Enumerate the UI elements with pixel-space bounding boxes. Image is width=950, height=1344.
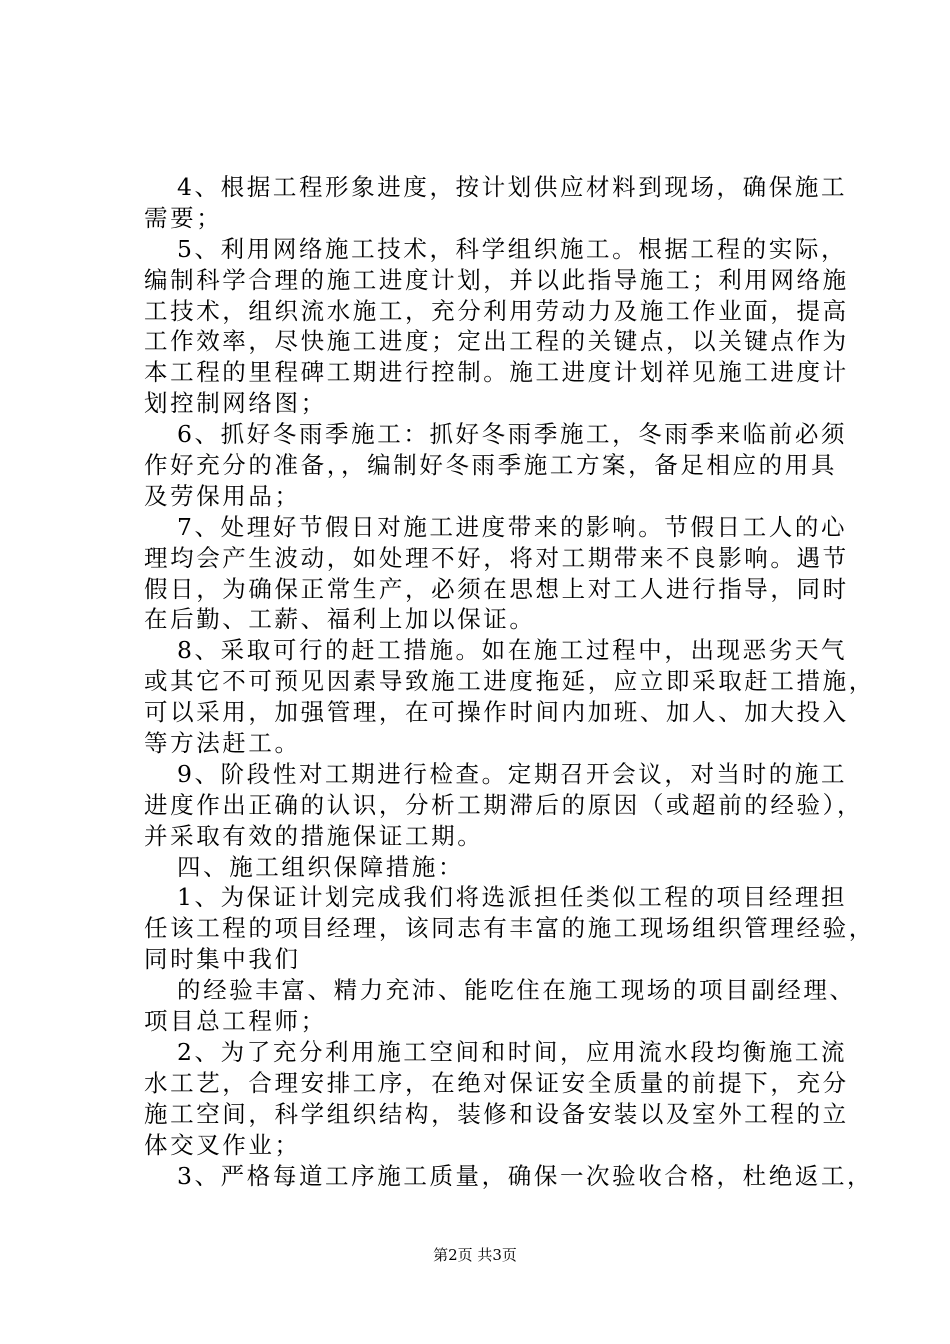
text-line: 工作效率，尽快施工进度；定出工程的关键点，以关键点作为 <box>144 327 849 356</box>
text-line: 6、抓好冬雨季施工：抓好冬雨季施工，冬雨季来临前必须 <box>177 420 848 449</box>
text-line: 的经验丰富、精力充沛、能吃住在施工现场的项目副经理、 <box>177 976 856 1005</box>
text-line: 划控制网络图； <box>144 389 327 418</box>
text-line: 8、采取可行的赶工措施。如在施工过程中，出现恶劣天气 <box>177 636 848 665</box>
page-footer: 第2页 共3页 <box>433 1246 517 1264</box>
text-line: 工技术，组织流水施工，充分利用劳动力及施工作业面，提高 <box>144 296 849 325</box>
text-line: 四、施工组织保障措施： <box>177 852 465 881</box>
text-line: 等方法赶工。 <box>144 729 301 758</box>
text-line: 5、利用网络施工技术，科学组织施工。根据工程的实际， <box>177 234 848 263</box>
text-line: 本工程的里程碑工期进行控制。施工进度计划祥见施工进度计 <box>144 358 849 387</box>
text-line: 进度作出正确的认识，分析工期滞后的原因（或超前的经验）， <box>144 790 864 819</box>
text-line: 及劳保用品； <box>144 481 301 510</box>
text-line: 项目总工程师； <box>144 1007 327 1036</box>
text-line: 9、阶段性对工期进行检查。定期召开会议，对当时的施工 <box>177 759 848 788</box>
text-line: 理均会产生波动，如处理不好，将对工期带来不良影响。遇节 <box>144 543 849 572</box>
text-line: 施工空间，科学组织结构，装修和设备安装以及室外工程的立 <box>144 1099 849 1128</box>
text-line: 需要； <box>144 203 223 232</box>
text-line: 作好充分的准备，，编制好冬雨季施工方案，备足相应的用具 <box>144 451 837 480</box>
text-line: 任该工程的项目经理，该同志有丰富的施工现场组织管理经验， <box>144 914 875 943</box>
text-line: 3、严格每道工序施工质量，确保一次验收合格，杜绝返工， <box>177 1161 874 1190</box>
text-line: 编制科学合理的施工进度计划，并以此指导施工；利用网络施 <box>144 265 849 294</box>
text-line: 7、处理好节假日对施工进度带来的影响。节假日工人的心 <box>177 512 848 541</box>
document-body <box>144 172 875 1191</box>
text-line: 同时集中我们 <box>144 945 301 974</box>
text-line: 水工艺，合理安排工序，在绝对保证安全质量的前提下，充分 <box>144 1068 849 1097</box>
text-line: 1、为保证计划完成我们将选派担任类似工程的项目经理担 <box>177 883 848 912</box>
text-line: 假日，为确保正常生产，必须在思想上对工人进行指导，同时 <box>144 574 849 603</box>
text-line: 并采取有效的措施保证工期。 <box>144 821 484 850</box>
text-line: 在后勤、工薪、福利上加以保证。 <box>144 605 536 634</box>
text-line: 体交叉作业； <box>144 1130 301 1159</box>
text-line: 4、根据工程形象进度，按计划供应材料到现场，确保施工 <box>177 173 848 201</box>
text-line: 2、为了充分利用施工空间和时间，应用流水段均衡施工流 <box>177 1037 848 1066</box>
text-line: 或其它不可预见因素导致施工进度拖延，应立即采取赶工措施， <box>144 667 875 696</box>
text-line: 可以采用，加强管理，在可操作时间内加班、加人、加大投入 <box>144 698 849 727</box>
